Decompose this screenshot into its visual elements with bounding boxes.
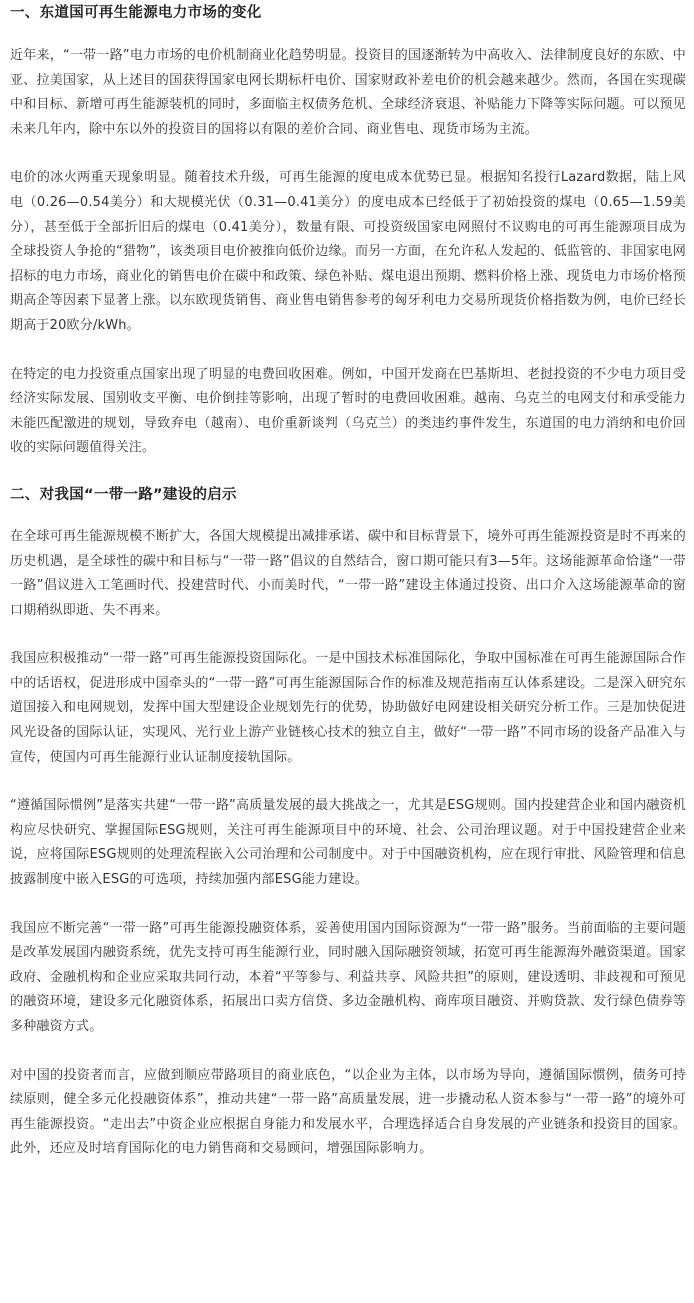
section-heading-market-changes: 一、东道国可再生能源电力市场的变化: [10, 5, 262, 21]
paragraph: 在全球可再生能源规模不断扩大，各国大规模提出减排承诺、碳中和目标背景下，境外可再生能源投资是时不再来的历史机遇，是全球性的碳中和目标与“一带一路”倡议的自然结合，窗口期可能只有3—5年。这场能源革命恰逢“一带一路”倡议进入工笔画时代、投建营时代、小而美时代，“一带一路”建设主体通过投资、出口介入这场能源革命的窗口期稍纵即逝、失不再来。: [10, 528, 686, 618]
paragraph: 电价的冰火两重天现象明显。随着技术升级，可再生能源的度电成本优势已显。根据知名投行Lazard数据，陆上风电（0.26—0.54美分）和大规模光伏（0.31—0.41美分）的度电成本已经低于了初始投资的煤电（0.65—1.59美分），甚至低于全部折旧后的煤电（0.41美分），数量有限、可投资级国家电网照付不议购电的可再生能源项目成为全球投资人争抢的“猎物”，该类项目电价被推向低价边缘。而另一方面，在允许私人发起的、低监管的、非国家电网招标的电力市场，商业化的销售电价在碳中和政策、绿色补贴、煤电退出预期、燃料价格上涨、现货电力市场价格预期高企等因素下显著上涨。以东欧现货销售、商业售电销售参考的匈牙利电力交易所现货价格指数为例，电价已经长期高于20欧分/kWh。: [10, 170, 686, 333]
paragraph: 在特定的电力投资重点国家出现了明显的电费回收困难。例如，中国开发商在巴基斯坦、老挝投资的不少电力项目受经济实际发展、国别收支平衡、电价倒挂等影响，出现了暂时的电费回收困难。越南、乌克兰的电网支付和承受能力未能匹配激进的规划，导致弃电（越南）、电价重新谈判（乌克兰）的类违约事件发生，东道国的电力消纳和电价回收的实际问题值得关注。: [10, 366, 686, 456]
paragraph: 对中国的投资者而言，应做到顺应带路项目的商业底色，“以企业为主体，以市场为导向，遵循国际惯例，债务可持续原则，健全多元化投融资体系”，推动共建“一带一路”高质量发展，进一步撬动私人资本参与“一带一路”的境外可再生能源投资。“走出去”中资企业应根据自身能力和发展水平，合理选择适合自身发展的产业链条和投资目的国家。此外，还应及时培育国际化的电力销售商和交易顾问，增强国际影响力。: [10, 1067, 686, 1157]
paragraph: 近年来，“一带一路”电力市场的电价机制商业化趋势明显。投资目的国逐渐转为中高收入、法律制度良好的东欧、中亚、拉美国家，从上述目的国获得国家电网长期标杆电价、国家财政补差电价的机会越来越少。然而，各国在实现碳中和目标、新增可再生能源装机的同时，多面临主权债务危机、全球经济衰退、补贴能力下降等实际问题。可以预见未来几年内，除中东以外的投资目的国将以有限的差价合同、商业售电、现货市场为主流。: [10, 48, 686, 137]
paragraph: “遵循国际惯例”是落实共建“一带一路”高质量发展的最大挑战之一，尤其是ESG规则。国内投建营企业和国内融资机构应尽快研究、掌握国际ESG规则，关注可再生能源项目中的环境、社会、公司治理议题。对于中国投建营企业来说，应将国际ESG规则的处理流程嵌入公司治理和公司制度中。对于中国融资机构，应在现行审批、风险管理和信息披露制度中嵌入ESG的可选项，持续加强内部ESG能力建设。: [10, 798, 686, 888]
paragraph: 我国应不断完善“一带一路”可再生能源投融资体系，妥善使用国内国际资源为“一带一路”服务。当前面临的主要问题是改革发展国内融资系统，优先支持可再生能源行业，同时融入国际融资领域，拓宽可再生能源海外融资渠道。国家政府、金融机构和企业应采取共同行动，本着“平等参与、利益共享、风险共担”的原则，建设透明、非歧视和可预见的融资环境，建设多元化融资体系，拓展出口卖方信贷、多边金融机构、商库项目融资、并购贷款、发行绿色债券等多种融资方式。: [10, 920, 686, 1034]
section-heading-belt-and-road-insights: 二、对我国“一带一路”建设的启示: [10, 486, 237, 503]
paragraph: 我国应积极推动“一带一路”可再生能源投资国际化。一是中国技术标准国际化，争取中国标准在可再生能源国际合作中的话语权，促进形成中国牵头的“一带一路”可再生能源国际合作的标准及规范指南互认体系建设。二是深入研究东道国接入和电网规划，发挥中国大型建设企业规划先行的优势，协助做好电网建设相关研究分析工作。三是加快促进风光设备的国际认证，实现风、光行业上游产业链核心技术的独立自主，做好“一带一路”不同市场的设备产品准入与宣传，使国内可再生能源行业认证制度接轨国际。: [10, 651, 686, 765]
